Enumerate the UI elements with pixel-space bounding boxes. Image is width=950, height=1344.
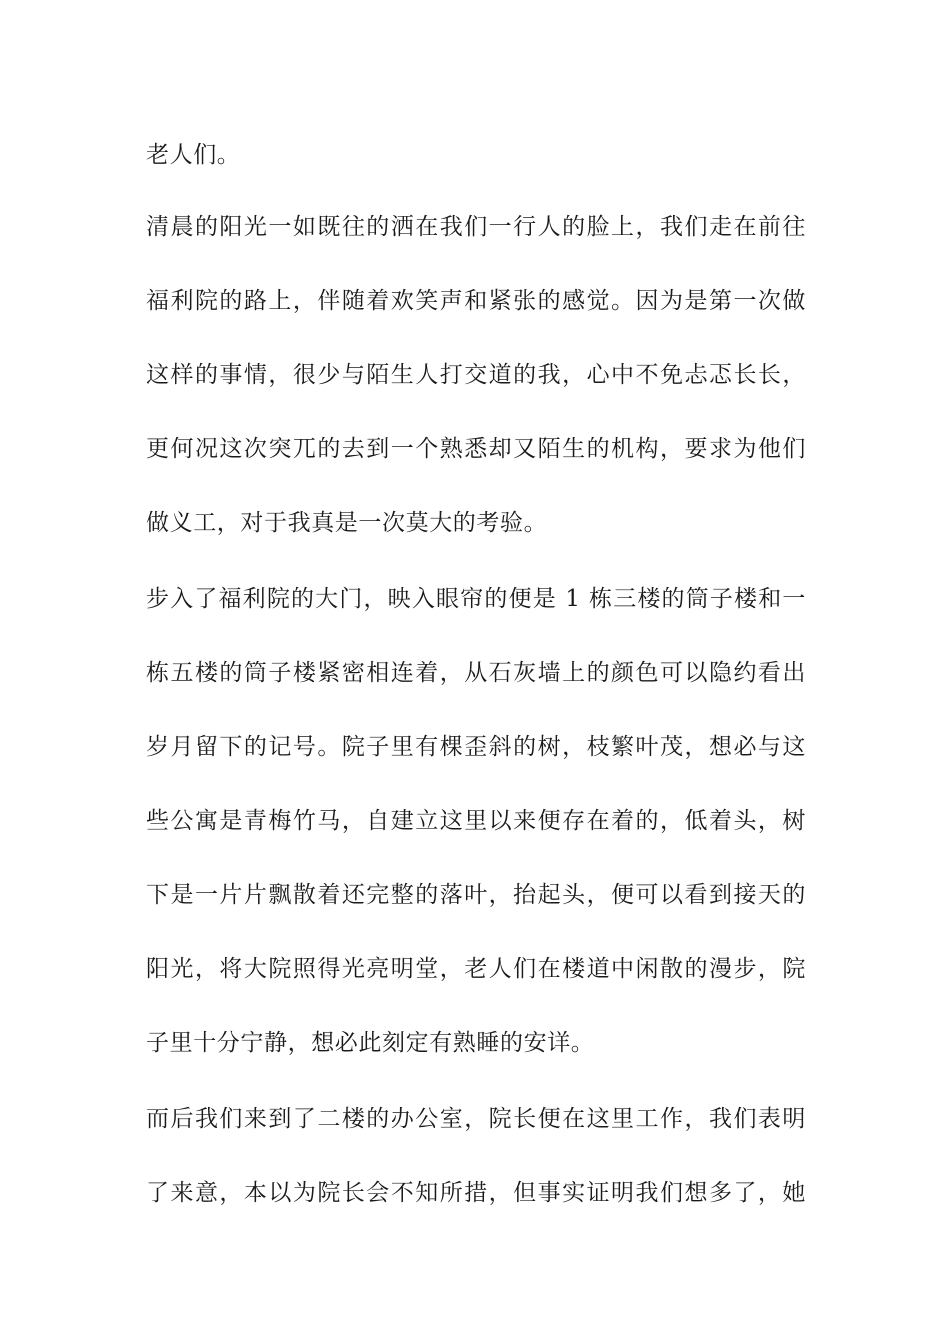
text-line: 而后我们来到了二楼的办公室，院长便在这里工作，我们表明: [146, 1106, 806, 1132]
text-line: 这样的事情，很少与陌生人打交道的我，心中不免忐忑长长，: [146, 362, 806, 388]
text-line: 更何况这次突兀的去到一个熟悉却又陌生的机构，要求为他们: [146, 436, 806, 462]
text-line: 福利院的路上，伴随着欢笑声和紧张的感觉。因为是第一次做: [146, 288, 806, 314]
text-line: 做义工，对于我真是一次莫大的考验。: [146, 510, 548, 536]
text-line: 子里十分宁静，想必此刻定有熟睡的安详。: [146, 1030, 595, 1056]
text-line: 些公寓是青梅竹马，自建立这里以来便存在着的，低着头，树: [146, 808, 806, 834]
text-line: 步入了福利院的大门，映入眼帘的便是 1 栋三楼的筒子楼和一: [146, 586, 806, 612]
text-line: 阳光，将大院照得光亮明堂，老人们在楼道中闲散的漫步，院: [146, 956, 806, 982]
text-line: 下是一片片飘散着还完整的落叶，抬起头，便可以看到接天的: [146, 882, 806, 908]
text-line: 老人们。: [146, 142, 241, 168]
text-line: 清晨的阳光一如既往的洒在我们一行人的脸上，我们走在前往: [146, 214, 806, 240]
text-line: 岁月留下的记号。院子里有棵歪斜的树，枝繁叶茂，想必与这: [146, 734, 806, 760]
text-line: 了来意，本以为院长会不知所措，但事实证明我们想多了，她: [146, 1180, 806, 1206]
text-line: 栋五楼的筒子楼紧密相连着，从石灰墙上的颜色可以隐约看出: [146, 660, 806, 686]
